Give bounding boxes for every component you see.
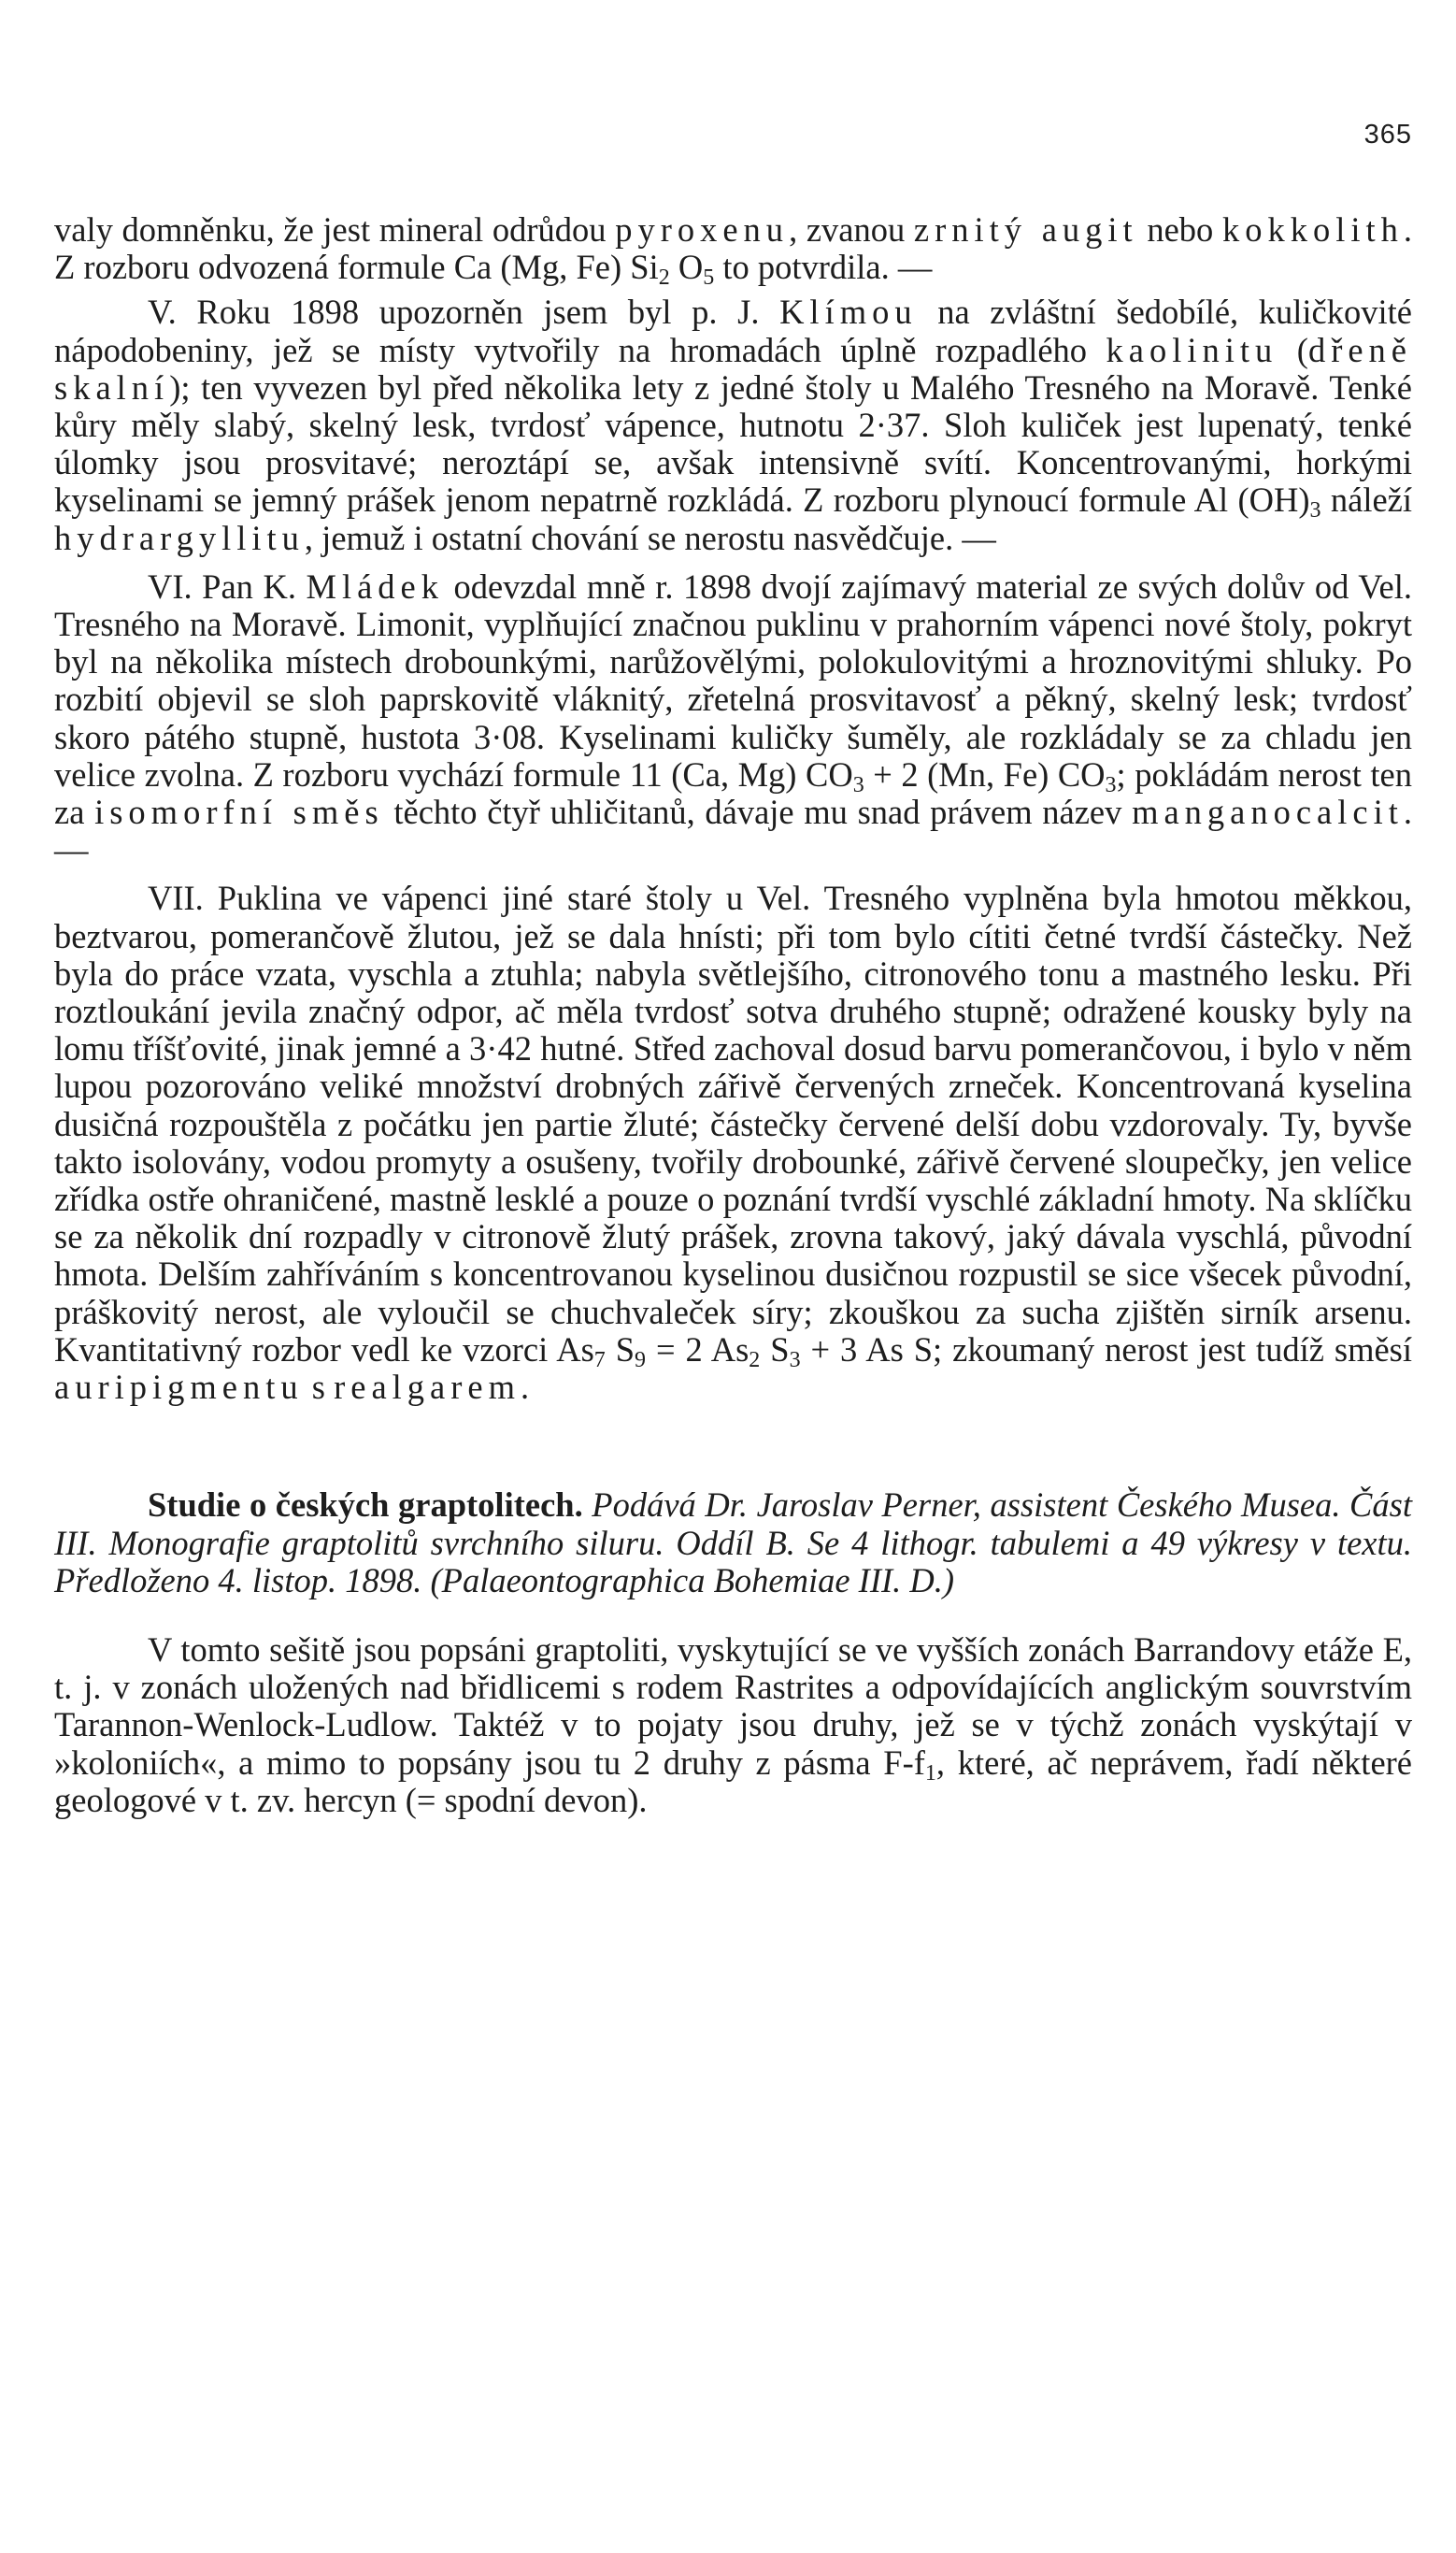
emphasis-kaolinit: kaolinitu <box>1106 330 1278 369</box>
emphasis-klima: Klímou <box>779 293 918 332</box>
emphasis-drene: dřeně skalní <box>54 330 1412 407</box>
page-number: 365 <box>1363 120 1412 150</box>
paragraph-vii: VII. Puklina ve vápenci jiné staré štoly u Vel. Tresného vyplněna byla hmotou měkkou, beztvarou, pomerančově žlutou, jež se dala hnísti; při tom bylo cítiti četné tvrdší částečky. Než byla do práce vzata, vyschla a ztuhla; nabyla světlejšího, citronového tonu a mastného lesku. Při roztloukání jevila značný odpor, ač měla tvrdosť sotva druhého stupně; odražené kousky byly na lomu tříšťovité, jinak jemné a 3·42 hutné. Střed zachoval dosud barvu pomerančovou, i bylo v něm lupou pozorováno veliké množství drobných zářivě červených zrneček. Koncentrovaná kyselina dusičná rozpouštěla z počátku jen partie žluté; částečky červené delší dobu vzdorovaly. Ty, byvše takto isolovány, vodou promyty a osušeny, tvořily drobounké, zářivě červené sloupečky, jen velice zřídka ostře ohraničené, mastně lesklé a pouze o poznání tvrdší vyschlé základní hmoty. Na sklíčku se za několik dní rozpadly v citronově žlutý prášek, zrovna takový, jaký dávala vyschlá, původní hmota. Delším zahříváním s koncentrovanou kyselinou dusičnou rozpustil se sice všecek původní, práškovitý nerost, ale vyloučil se chuchvaleček síry; zkouškou za sucha zjištěn sirník arsenu. Kvantitativný rozbor vedl ke vzorci $As_7$ $S_9 = 2$ $As_2$ $S_3 + 3$ As S; zkoumaný nerost jest tudíž směsí auripigmentu s realgarem. <box>54 879 1413 1407</box>
emphasis-isomorfni: isomorfní směs <box>94 793 384 832</box>
emphasis-augit: zrnitý augit <box>913 210 1138 249</box>
emphasis-kokkolith: kokkolith <box>1221 210 1404 249</box>
emphasis-realgar: realgarem <box>334 1368 521 1407</box>
paragraph-v: V. Roku 1898 upozorněn jsem byl p. J. Klímou na zvláštní šedobílé, kuličkovité nápodobeniny, jež se místy vytvořily na hromadách úplně rozpadlého kaolinitu (dřeně skalní); ten vyvezen byl před několika lety z jedné štoly u Malého Tresného na Moravě. Tenké kůry měly slabý, skelný lesk, tvrdosť vápence, hutnotu 2·37. Sloh kuliček jest lupenatý, tenké úlomky jsou prosvitavé; neroztápí se, avšak intensivně svítí. Koncentrovanými, horkými kyselinami se jemný prášek jenom nepatrně rozkládá. Z rozboru plynoucí formule Al $(OH)_3$ náleží hydrargyllitu, jemuž i ostatní chování se nerostu nasvědčuje. — <box>54 293 1412 557</box>
text-column <box>54 211 1412 1819</box>
study-title: Studie o českých graptolitech. <box>148 1485 583 1525</box>
study-paragraph: V tomto sešitě jsou popsáni graptoliti, vyskytující se ve vyšších zonách Barrandovy etáže E, t. j. v zonách uložených nad břidlicemi s rodem Rastrites a odpovídajících anglickým souvrstvím Tarannon-Wenlock-Ludlow. Taktéž v to pojaty jsou druhy, jež se v týchž zonách vyskýtají v »koloniích«, a mimo to popsány jsou tu 2 druhy z pásma $F-f_1$, které, ač neprávem, řadí některé geologové v t. zv. hercyn (= spodní devon). <box>54 1629 1412 1819</box>
emphasis-hydrargyllit: hydrargyllitu <box>54 518 305 557</box>
continuation-paragraph: valy domněnku, že jest mineral odrůdou pyroxenu, zvanou zrnitý augit nebo kokkolith. Z rozboru odvozená formule Ca (Mg, Fe) $Si_2$ $O_5$ to potvrdila. — <box>54 210 1413 291</box>
study-heading <box>54 1486 1412 1599</box>
emphasis-auripigment: auripigmentu <box>54 1368 304 1407</box>
paragraph-vi: VI. Pan K. Mládek odevzdal mně r. 1898 dvojí zajímavý material ze svých dolův od Vel. Tresného na Moravě. Limonit, vyplňující značnou puklinu v prahorním vápenci nové štoly, pokryt byl na několika místech drobounkými, narůžovělými, polokulovitými a hroznovitými shluky. Po rozbití objevil se sloh paprskovitě vláknitý, zřetelná prosvitavosť a pěkný, skelný lesk; tvrdosť skoro pátého stupně, hustota 3·08. Kyselinami kuličky šuměly, ale rozkládaly se za chladu jen velice zvolna. Z rozboru vychází formule 11 (Ca, Mg) $CO_3 + 2$ (Mn, Fe) $CO_3$; pokládám nerost ten za isomorfní směs těchto čtyř uhličitanů, dávaje mu snad právem název manganocalcit. — <box>54 567 1413 869</box>
emphasis-mladek: Mládek <box>306 567 444 606</box>
study-byline: Podává Dr. Jaroslav Perner, assistent Českého Musea. Část III. Monografie graptolitů svrchního siluru. Oddíl B. Se 4 lithogr. tabulemi a 49 výkresy v textu. Předloženo 4. listop. 1898. (Palaeontographica Bohemiae III. D.) <box>54 1485 1412 1599</box>
emphasis-manganocalcit: manganocalcit <box>1132 793 1404 832</box>
emphasis-pyroxen: pyroxenu <box>615 210 790 249</box>
